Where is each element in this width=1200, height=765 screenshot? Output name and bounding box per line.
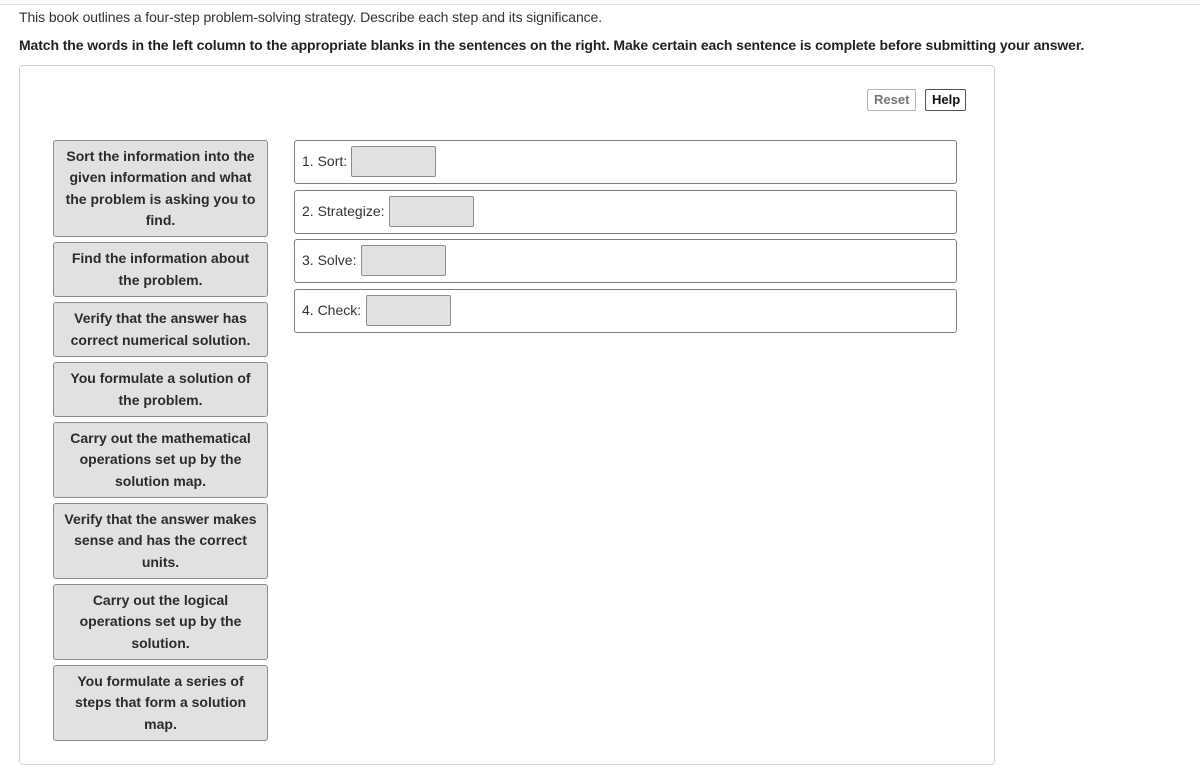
top-divider [0,4,1200,5]
sentence-label: 1. Sort: [302,153,348,169]
question-intro: This book outlines a four-step problem-solving strategy. Describe each step and its significance. [19,9,603,25]
answer-tile[interactable]: You formulate a solution of the problem. [53,362,268,417]
sentence-solve [294,239,957,283]
answer-tile[interactable]: You formulate a series of steps that form a solution map. [53,665,268,741]
drop-blank-check[interactable] [366,295,451,326]
answer-tile[interactable]: Verify that the answer makes sense and has the correct units. [53,503,268,579]
sentence-sort [294,140,957,184]
drop-blank-strategize[interactable] [389,196,474,227]
reset-button[interactable]: Reset [867,89,916,111]
sentence-check [294,289,957,333]
sentence-strategize [294,190,957,234]
drop-blank-solve[interactable] [361,245,446,276]
sentence-label: 2. Strategize: [302,203,385,219]
answer-tile[interactable]: Find the information about the problem. [53,242,268,297]
answer-tile[interactable]: Sort the information into the given information and what the problem is asking you to find. [53,140,268,237]
sentence-label: 4. Check: [302,302,362,318]
help-button[interactable]: Help [925,89,966,111]
question-instructions: Match the words in the left column to the appropriate blanks in the sentences on the right. Make certain each sentence is complete before submitting your answer. [19,37,1085,53]
answer-tile[interactable]: Carry out the mathematical operations set up by the solution map. [53,422,268,498]
answer-tile[interactable]: Carry out the logical operations set up by the solution. [53,584,268,660]
drop-blank-sort[interactable] [351,146,436,177]
sentence-label: 3. Solve: [302,252,357,268]
answer-tile[interactable]: Verify that the answer has correct numerical solution. [53,302,268,357]
